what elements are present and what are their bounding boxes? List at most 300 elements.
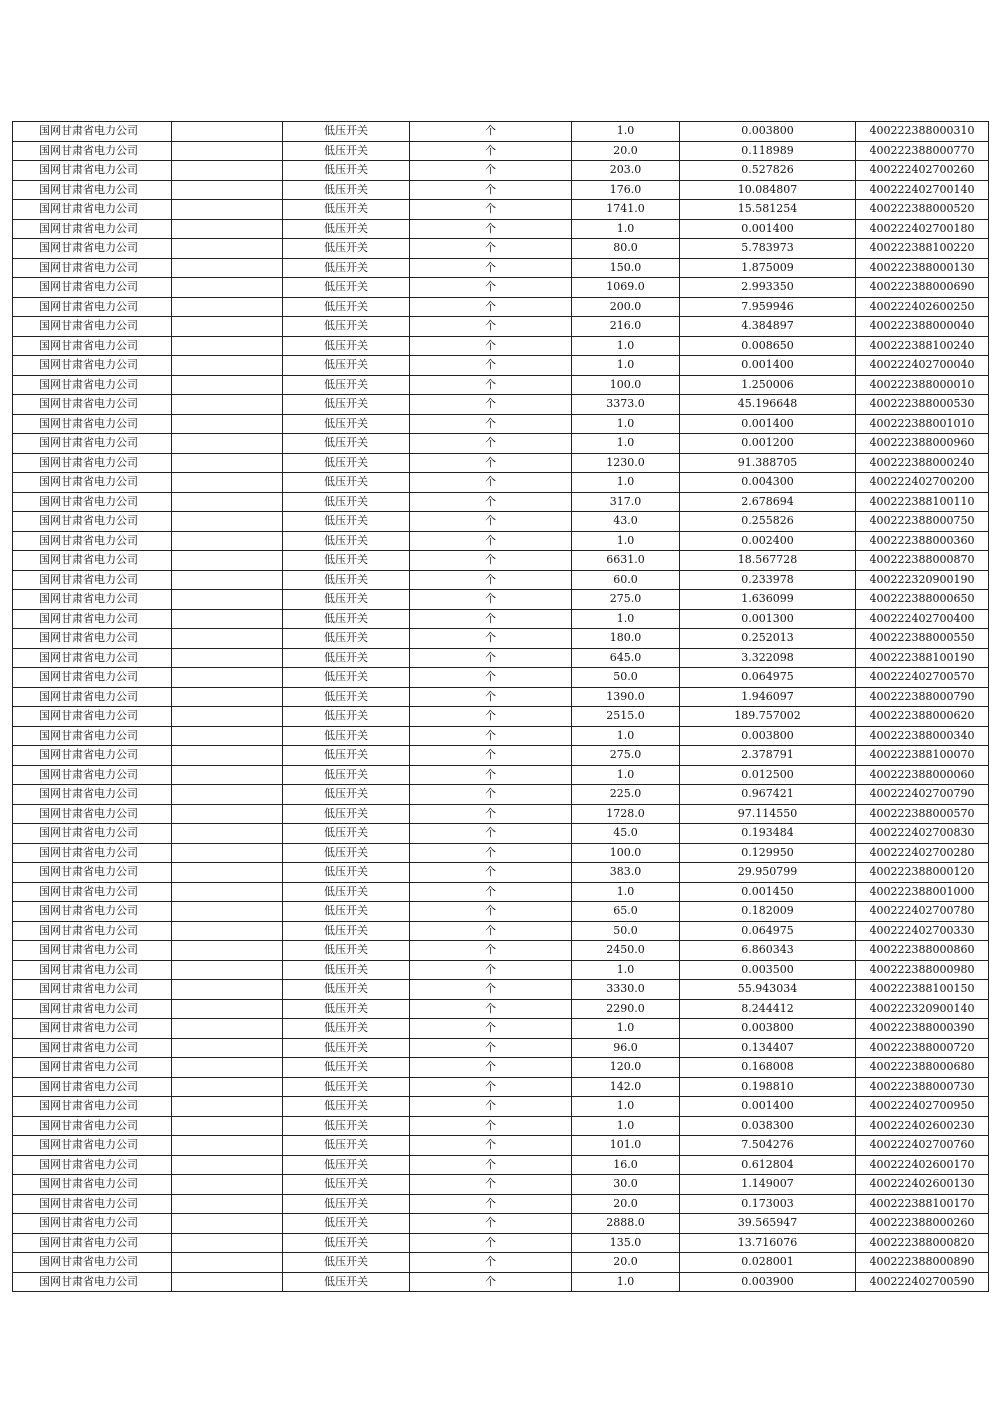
quantity-cell: 2888.0 — [572, 1214, 680, 1234]
unit-cell: 个 — [410, 1116, 572, 1136]
company-cell: 国网甘肃省电力公司 — [13, 629, 172, 649]
blank-cell — [172, 473, 283, 493]
table-row — [13, 239, 989, 259]
quantity-cell: 43.0 — [572, 512, 680, 532]
company-cell: 国网甘肃省电力公司 — [13, 1194, 172, 1214]
product-cell: 低压开关 — [283, 122, 410, 142]
quantity-cell: 1390.0 — [572, 687, 680, 707]
blank-cell — [172, 434, 283, 454]
company-cell: 国网甘肃省电力公司 — [13, 746, 172, 766]
company-cell: 国网甘肃省电力公司 — [13, 375, 172, 395]
company-cell: 国网甘肃省电力公司 — [13, 1019, 172, 1039]
blank-cell — [172, 1038, 283, 1058]
table-row — [13, 473, 989, 493]
unit-cell: 个 — [410, 1194, 572, 1214]
quantity-cell: 216.0 — [572, 317, 680, 337]
quantity-cell: 1.0 — [572, 882, 680, 902]
company-cell: 国网甘肃省电力公司 — [13, 161, 172, 181]
quantity-cell: 20.0 — [572, 1194, 680, 1214]
blank-cell — [172, 902, 283, 922]
code-cell: 400222388000060 — [856, 765, 989, 785]
amount-cell: 0.003900 — [680, 1272, 856, 1292]
quantity-cell: 1.0 — [572, 609, 680, 629]
product-cell: 低压开关 — [283, 375, 410, 395]
unit-cell: 个 — [410, 648, 572, 668]
code-cell: 400222402700590 — [856, 1272, 989, 1292]
table-row — [13, 551, 989, 571]
table-row — [13, 453, 989, 473]
company-cell: 国网甘肃省电力公司 — [13, 1253, 172, 1273]
product-cell: 低压开关 — [283, 356, 410, 376]
quantity-cell: 2515.0 — [572, 707, 680, 727]
table-row — [13, 1077, 989, 1097]
blank-cell — [172, 863, 283, 883]
product-cell: 低压开关 — [283, 239, 410, 259]
unit-cell: 个 — [410, 492, 572, 512]
amount-cell: 0.527826 — [680, 161, 856, 181]
blank-cell — [172, 707, 283, 727]
amount-cell: 15.581254 — [680, 200, 856, 220]
quantity-cell: 1.0 — [572, 336, 680, 356]
amount-cell: 1.636099 — [680, 590, 856, 610]
product-cell: 低压开关 — [283, 141, 410, 161]
amount-cell: 0.252013 — [680, 629, 856, 649]
unit-cell: 个 — [410, 707, 572, 727]
product-cell: 低压开关 — [283, 765, 410, 785]
company-cell: 国网甘肃省电力公司 — [13, 707, 172, 727]
unit-cell: 个 — [410, 785, 572, 805]
quantity-cell: 1.0 — [572, 765, 680, 785]
amount-cell: 0.001400 — [680, 414, 856, 434]
table-row — [13, 122, 989, 142]
product-cell: 低压开关 — [283, 219, 410, 239]
product-cell: 低压开关 — [283, 1155, 410, 1175]
code-cell: 400222388000890 — [856, 1253, 989, 1273]
table-row — [13, 336, 989, 356]
blank-cell — [172, 804, 283, 824]
code-cell: 400222388000530 — [856, 395, 989, 415]
blank-cell — [172, 297, 283, 317]
unit-cell: 个 — [410, 824, 572, 844]
company-cell: 国网甘肃省电力公司 — [13, 317, 172, 337]
code-cell: 400222388000960 — [856, 434, 989, 454]
amount-cell: 1.250006 — [680, 375, 856, 395]
blank-cell — [172, 1253, 283, 1273]
amount-cell: 0.193484 — [680, 824, 856, 844]
unit-cell: 个 — [410, 941, 572, 961]
product-cell: 低压开关 — [283, 980, 410, 1000]
code-cell: 400222320900140 — [856, 999, 989, 1019]
quantity-cell: 1.0 — [572, 122, 680, 142]
amount-cell: 0.168008 — [680, 1058, 856, 1078]
unit-cell: 个 — [410, 473, 572, 493]
code-cell: 400222388100070 — [856, 746, 989, 766]
blank-cell — [172, 1019, 283, 1039]
table-row — [13, 414, 989, 434]
unit-cell: 个 — [410, 414, 572, 434]
table-row — [13, 492, 989, 512]
company-cell: 国网甘肃省电力公司 — [13, 1116, 172, 1136]
code-cell: 400222388100110 — [856, 492, 989, 512]
blank-cell — [172, 200, 283, 220]
unit-cell: 个 — [410, 1253, 572, 1273]
company-cell: 国网甘肃省电力公司 — [13, 687, 172, 707]
code-cell: 400222388000620 — [856, 707, 989, 727]
quantity-cell: 3330.0 — [572, 980, 680, 1000]
unit-cell: 个 — [410, 122, 572, 142]
blank-cell — [172, 278, 283, 298]
unit-cell: 个 — [410, 1175, 572, 1195]
company-cell: 国网甘肃省电力公司 — [13, 414, 172, 434]
blank-cell — [172, 824, 283, 844]
unit-cell: 个 — [410, 1155, 572, 1175]
code-cell: 400222388000360 — [856, 531, 989, 551]
amount-cell: 0.004300 — [680, 473, 856, 493]
amount-cell: 7.504276 — [680, 1136, 856, 1156]
unit-cell: 个 — [410, 804, 572, 824]
product-cell: 低压开关 — [283, 1097, 410, 1117]
company-cell: 国网甘肃省电力公司 — [13, 531, 172, 551]
blank-cell — [172, 161, 283, 181]
amount-cell: 6.860343 — [680, 941, 856, 961]
quantity-cell: 100.0 — [572, 843, 680, 863]
table-row — [13, 687, 989, 707]
blank-cell — [172, 219, 283, 239]
company-cell: 国网甘肃省电力公司 — [13, 804, 172, 824]
code-cell: 400222388100220 — [856, 239, 989, 259]
amount-cell: 91.388705 — [680, 453, 856, 473]
company-cell: 国网甘肃省电力公司 — [13, 492, 172, 512]
company-cell: 国网甘肃省电力公司 — [13, 902, 172, 922]
code-cell: 400222388000790 — [856, 687, 989, 707]
product-cell: 低压开关 — [283, 863, 410, 883]
product-cell: 低压开关 — [283, 258, 410, 278]
unit-cell: 个 — [410, 161, 572, 181]
amount-cell: 0.003800 — [680, 1019, 856, 1039]
blank-cell — [172, 239, 283, 259]
product-cell: 低压开关 — [283, 1233, 410, 1253]
quantity-cell: 1.0 — [572, 726, 680, 746]
product-cell: 低压开关 — [283, 726, 410, 746]
unit-cell: 个 — [410, 1233, 572, 1253]
blank-cell — [172, 668, 283, 688]
amount-cell: 13.716076 — [680, 1233, 856, 1253]
unit-cell: 个 — [410, 765, 572, 785]
quantity-cell: 101.0 — [572, 1136, 680, 1156]
document-sheet — [12, 121, 988, 1292]
code-cell: 400222402700200 — [856, 473, 989, 493]
amount-cell: 55.943034 — [680, 980, 856, 1000]
quantity-cell: 1.0 — [572, 356, 680, 376]
amount-cell: 7.959946 — [680, 297, 856, 317]
code-cell: 400222402700780 — [856, 902, 989, 922]
quantity-cell: 20.0 — [572, 141, 680, 161]
company-cell: 国网甘肃省电力公司 — [13, 1175, 172, 1195]
quantity-cell: 65.0 — [572, 902, 680, 922]
blank-cell — [172, 492, 283, 512]
quantity-cell: 1069.0 — [572, 278, 680, 298]
table-row — [13, 1233, 989, 1253]
product-cell: 低压开关 — [283, 707, 410, 727]
blank-cell — [172, 570, 283, 590]
quantity-cell: 1.0 — [572, 473, 680, 493]
quantity-cell: 150.0 — [572, 258, 680, 278]
table-row — [13, 999, 989, 1019]
table-row — [13, 1058, 989, 1078]
amount-cell: 0.002400 — [680, 531, 856, 551]
table-row — [13, 648, 989, 668]
blank-cell — [172, 1233, 283, 1253]
product-cell: 低压开关 — [283, 1253, 410, 1273]
quantity-cell: 1.0 — [572, 219, 680, 239]
code-cell: 400222388000860 — [856, 941, 989, 961]
company-cell: 国网甘肃省电力公司 — [13, 999, 172, 1019]
table-row — [13, 570, 989, 590]
product-cell: 低压开关 — [283, 921, 410, 941]
blank-cell — [172, 960, 283, 980]
amount-cell: 0.003800 — [680, 122, 856, 142]
blank-cell — [172, 687, 283, 707]
table-row — [13, 1019, 989, 1039]
amount-cell: 8.244412 — [680, 999, 856, 1019]
code-cell: 400222388100240 — [856, 336, 989, 356]
amount-cell: 0.001400 — [680, 219, 856, 239]
company-cell: 国网甘肃省电力公司 — [13, 863, 172, 883]
amount-cell: 0.134407 — [680, 1038, 856, 1058]
blank-cell — [172, 921, 283, 941]
amount-cell: 39.565947 — [680, 1214, 856, 1234]
product-cell: 低压开关 — [283, 648, 410, 668]
company-cell: 国网甘肃省电力公司 — [13, 473, 172, 493]
unit-cell: 个 — [410, 746, 572, 766]
quantity-cell: 6631.0 — [572, 551, 680, 571]
quantity-cell: 45.0 — [572, 824, 680, 844]
table-row — [13, 590, 989, 610]
product-cell: 低压开关 — [283, 843, 410, 863]
company-cell: 国网甘肃省电力公司 — [13, 434, 172, 454]
quantity-cell: 1.0 — [572, 1272, 680, 1292]
unit-cell: 个 — [410, 902, 572, 922]
table-row — [13, 1272, 989, 1292]
blank-cell — [172, 356, 283, 376]
amount-cell: 0.038300 — [680, 1116, 856, 1136]
product-cell: 低压开关 — [283, 1058, 410, 1078]
code-cell: 400222388000240 — [856, 453, 989, 473]
code-cell: 400222388000720 — [856, 1038, 989, 1058]
amount-cell: 4.384897 — [680, 317, 856, 337]
blank-cell — [172, 122, 283, 142]
unit-cell: 个 — [410, 921, 572, 941]
blank-cell — [172, 785, 283, 805]
code-cell: 400222388000980 — [856, 960, 989, 980]
company-cell: 国网甘肃省电力公司 — [13, 941, 172, 961]
table-row — [13, 668, 989, 688]
table-row — [13, 180, 989, 200]
code-cell: 400222388001000 — [856, 882, 989, 902]
unit-cell: 个 — [410, 1272, 572, 1292]
code-cell: 400222388100150 — [856, 980, 989, 1000]
amount-cell: 189.757002 — [680, 707, 856, 727]
blank-cell — [172, 629, 283, 649]
table-row — [13, 1194, 989, 1214]
code-cell: 400222388000570 — [856, 804, 989, 824]
table-body — [13, 122, 989, 1292]
amount-cell: 0.198810 — [680, 1077, 856, 1097]
unit-cell: 个 — [410, 1058, 572, 1078]
product-cell: 低压开关 — [283, 473, 410, 493]
blank-cell — [172, 551, 283, 571]
product-cell: 低压开关 — [283, 180, 410, 200]
table-row — [13, 843, 989, 863]
company-cell: 国网甘肃省电力公司 — [13, 141, 172, 161]
amount-cell: 0.008650 — [680, 336, 856, 356]
company-cell: 国网甘肃省电力公司 — [13, 395, 172, 415]
amount-cell: 10.084807 — [680, 180, 856, 200]
table-row — [13, 980, 989, 1000]
code-cell: 400222388000120 — [856, 863, 989, 883]
amount-cell: 45.196648 — [680, 395, 856, 415]
blank-cell — [172, 375, 283, 395]
product-cell: 低压开关 — [283, 1019, 410, 1039]
blank-cell — [172, 1155, 283, 1175]
code-cell: 400222388000310 — [856, 122, 989, 142]
unit-cell: 个 — [410, 375, 572, 395]
blank-cell — [172, 746, 283, 766]
code-cell: 400222388100190 — [856, 648, 989, 668]
table-row — [13, 921, 989, 941]
blank-cell — [172, 648, 283, 668]
table-row — [13, 765, 989, 785]
blank-cell — [172, 590, 283, 610]
amount-cell: 0.064975 — [680, 921, 856, 941]
code-cell: 400222388000040 — [856, 317, 989, 337]
amount-cell: 2.993350 — [680, 278, 856, 298]
quantity-cell: 1728.0 — [572, 804, 680, 824]
amount-cell: 0.001200 — [680, 434, 856, 454]
code-cell: 400222402700400 — [856, 609, 989, 629]
quantity-cell: 100.0 — [572, 375, 680, 395]
blank-cell — [172, 980, 283, 1000]
product-cell: 低压开关 — [283, 687, 410, 707]
amount-cell: 2.678694 — [680, 492, 856, 512]
blank-cell — [172, 1077, 283, 1097]
unit-cell: 个 — [410, 668, 572, 688]
table-row — [13, 882, 989, 902]
table-row — [13, 375, 989, 395]
unit-cell: 个 — [410, 1038, 572, 1058]
table-row — [13, 960, 989, 980]
product-cell: 低压开关 — [283, 297, 410, 317]
company-cell: 国网甘肃省电力公司 — [13, 980, 172, 1000]
amount-cell: 0.028001 — [680, 1253, 856, 1273]
unit-cell: 个 — [410, 1136, 572, 1156]
product-cell: 低压开关 — [283, 395, 410, 415]
company-cell: 国网甘肃省电力公司 — [13, 1097, 172, 1117]
blank-cell — [172, 843, 283, 863]
code-cell: 400222402700760 — [856, 1136, 989, 1156]
product-cell: 低压开关 — [283, 590, 410, 610]
quantity-cell: 1.0 — [572, 960, 680, 980]
code-cell: 400222388000690 — [856, 278, 989, 298]
product-cell: 低压开关 — [283, 1194, 410, 1214]
table-row — [13, 804, 989, 824]
company-cell: 国网甘肃省电力公司 — [13, 765, 172, 785]
product-cell: 低压开关 — [283, 1272, 410, 1292]
company-cell: 国网甘肃省电力公司 — [13, 1233, 172, 1253]
unit-cell: 个 — [410, 590, 572, 610]
company-cell: 国网甘肃省电力公司 — [13, 336, 172, 356]
product-cell: 低压开关 — [283, 960, 410, 980]
unit-cell: 个 — [410, 1077, 572, 1097]
code-cell: 400222388000340 — [856, 726, 989, 746]
product-cell: 低压开关 — [283, 278, 410, 298]
unit-cell: 个 — [410, 999, 572, 1019]
quantity-cell: 96.0 — [572, 1038, 680, 1058]
unit-cell: 个 — [410, 726, 572, 746]
unit-cell: 个 — [410, 434, 572, 454]
quantity-cell: 176.0 — [572, 180, 680, 200]
table-row — [13, 941, 989, 961]
blank-cell — [172, 512, 283, 532]
unit-cell: 个 — [410, 453, 572, 473]
quantity-cell: 142.0 — [572, 1077, 680, 1097]
unit-cell: 个 — [410, 336, 572, 356]
amount-cell: 0.012500 — [680, 765, 856, 785]
company-cell: 国网甘肃省电力公司 — [13, 609, 172, 629]
company-cell: 国网甘肃省电力公司 — [13, 785, 172, 805]
table-row — [13, 317, 989, 337]
product-cell: 低压开关 — [283, 434, 410, 454]
company-cell: 国网甘肃省电力公司 — [13, 1214, 172, 1234]
table-row — [13, 356, 989, 376]
unit-cell: 个 — [410, 512, 572, 532]
unit-cell: 个 — [410, 200, 572, 220]
blank-cell — [172, 414, 283, 434]
quantity-cell: 60.0 — [572, 570, 680, 590]
table-row — [13, 1155, 989, 1175]
product-cell: 低压开关 — [283, 941, 410, 961]
table-row — [13, 434, 989, 454]
code-cell: 400222388001010 — [856, 414, 989, 434]
blank-cell — [172, 531, 283, 551]
code-cell: 400222320900190 — [856, 570, 989, 590]
table-row — [13, 219, 989, 239]
product-cell: 低压开关 — [283, 414, 410, 434]
code-cell: 400222388000650 — [856, 590, 989, 610]
table-row — [13, 726, 989, 746]
table-row — [13, 863, 989, 883]
unit-cell: 个 — [410, 297, 572, 317]
blank-cell — [172, 765, 283, 785]
amount-cell: 0.003800 — [680, 726, 856, 746]
code-cell: 400222402700330 — [856, 921, 989, 941]
code-cell: 400222388000520 — [856, 200, 989, 220]
amount-cell: 0.173003 — [680, 1194, 856, 1214]
amount-cell: 18.567728 — [680, 551, 856, 571]
blank-cell — [172, 726, 283, 746]
quantity-cell: 1.0 — [572, 1019, 680, 1039]
unit-cell: 个 — [410, 1097, 572, 1117]
code-cell: 400222402600230 — [856, 1116, 989, 1136]
unit-cell: 个 — [410, 609, 572, 629]
quantity-cell: 3373.0 — [572, 395, 680, 415]
code-cell: 400222388000010 — [856, 375, 989, 395]
code-cell: 400222388000260 — [856, 1214, 989, 1234]
unit-cell: 个 — [410, 141, 572, 161]
company-cell: 国网甘肃省电力公司 — [13, 278, 172, 298]
product-cell: 低压开关 — [283, 1214, 410, 1234]
quantity-cell: 275.0 — [572, 590, 680, 610]
